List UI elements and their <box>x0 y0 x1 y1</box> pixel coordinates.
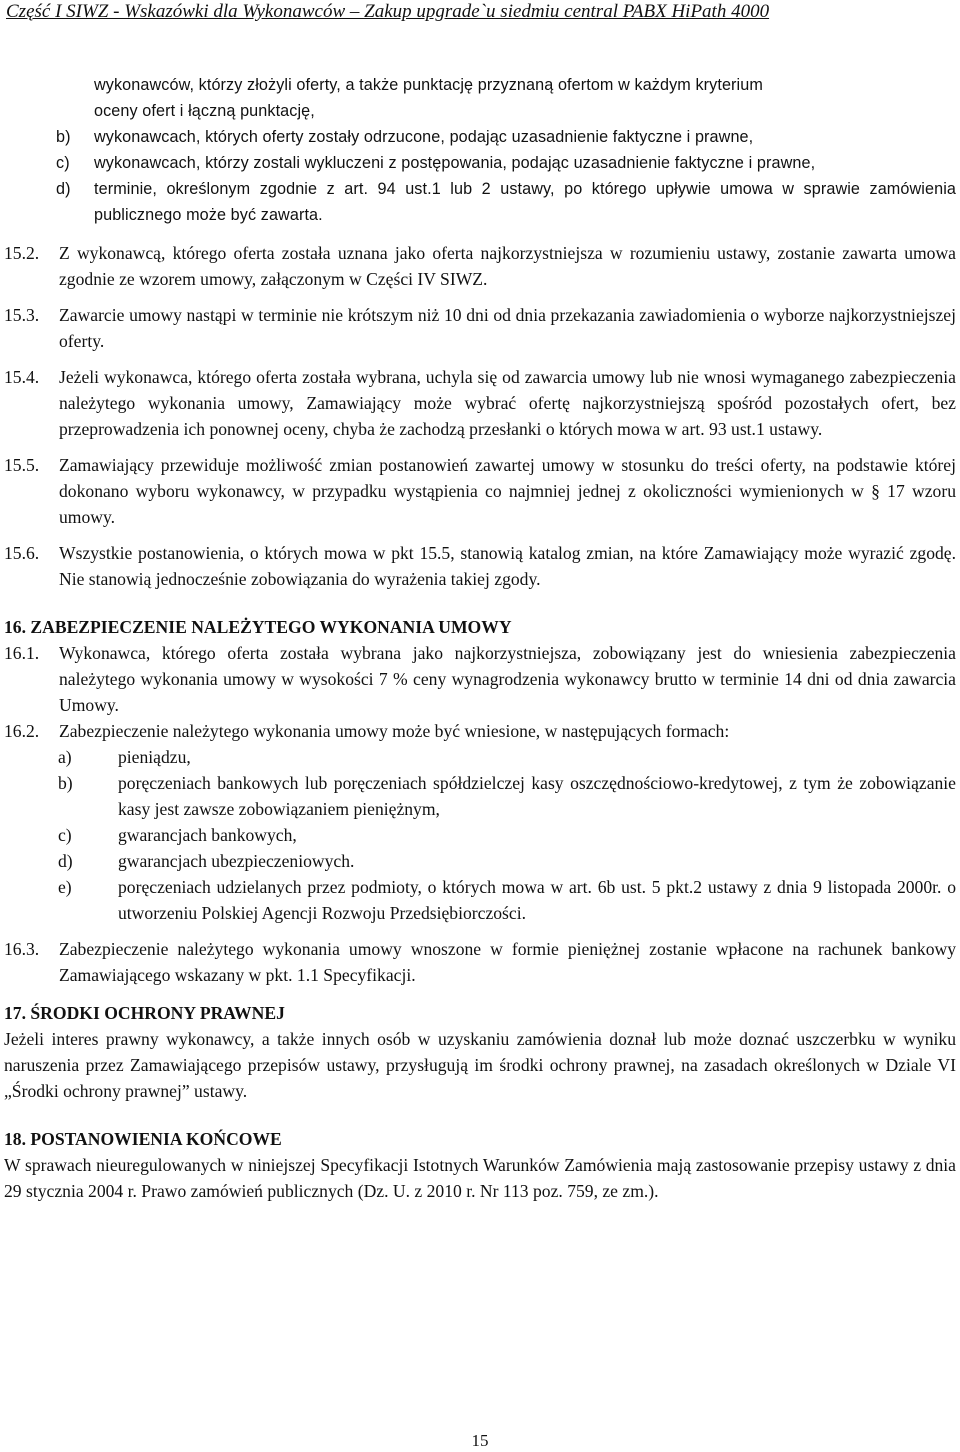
paragraph-number: 16.3. <box>4 939 40 959</box>
form-item-d <box>4 848 956 874</box>
list-text: wykonawcach, którzy zostali wykluczeni z postępowania, podając uzasadnienie faktyczne i prawne, <box>94 154 816 172</box>
section-16-heading: 16. ZABEZPIECZENIE NALEŻYTEGO WYKONANIA UMOWY <box>4 617 512 637</box>
paragraph-number: 15.6. <box>4 543 40 563</box>
section-17-text: Jeżeli interes prawny wykonawcy, a także innych osób w uzyskaniu zamówienia doznał lub może doznać uszczerbku w wyniku naruszenia przez Zamawiającego przepisów ustawy, przysługują im środki ochrony prawnej, na zasadach określonych w Dziale VI „Środki ochrony prawnej” ustawy. <box>4 1029 956 1101</box>
list-text: gwarancjach ubezpieczeniowych. <box>118 851 355 871</box>
paragraph-number: 15.3. <box>4 305 40 325</box>
paragraph-15-5 <box>4 452 956 530</box>
section-15-1-continuation <box>4 72 956 228</box>
list-label: b) <box>58 773 73 793</box>
form-item-e <box>4 874 956 926</box>
paragraph-15-6 <box>4 540 956 592</box>
paragraph-15-3 <box>4 302 956 354</box>
section-18-heading: 18. POSTANOWIENIA KOŃCOWE <box>4 1129 282 1149</box>
list-label: d) <box>56 180 71 198</box>
list-label: d) <box>58 851 73 871</box>
list-item-d <box>4 176 956 228</box>
list-text: poręczeniach udzielanych przez podmioty, o których mowa w art. 6b ust. 5 pkt.2 ustawy z dnia 9 listopada 2000r. o utworzeniu Polskiej Agencji Rozwoju Przedsiębiorczości. <box>118 877 956 923</box>
document-body <box>4 72 956 1204</box>
paragraph-text: Zabezpieczenie należytego wykonania umowy może być wniesione, w następujących formach: <box>59 721 730 741</box>
paragraph-number: 15.4. <box>4 367 40 387</box>
paragraph-text: Wszystkie postanowienia, o których mowa w pkt 15.5, stanowią katalog zmian, na które Zamawiający może wyrazić zgodę. Nie stanowią jednocześnie zobowiązania do wyrażenia takiej zgody. <box>59 543 956 589</box>
paragraph-line: wykonawców, którzy złożyli oferty, a także punktację przyznaną ofertom w każdym kryterium <box>94 76 763 94</box>
list-label: c) <box>56 154 70 172</box>
paragraph-text: Z wykonawcą, którego oferta została uznana jako oferta najkorzystniejsza w rozumieniu ustawy, zostanie zawarta umowa zgodnie ze wzorem umowy, załączonym w Części IV SIWZ. <box>59 243 956 289</box>
list-item-b <box>4 124 956 150</box>
paragraph-text: Zabezpieczenie należytego wykonania umowy wnoszone w formie pieniężnej zostanie wpłacone na rachunek bankowy Zamawiającego wskazany w pkt. 1.1 Specyfikacji. <box>59 939 956 985</box>
paragraph-number: 15.2. <box>4 243 40 263</box>
paragraph-16-3 <box>4 936 956 988</box>
paragraph-text: Wykonawca, którego oferta została wybrana jako najkorzystniejsza, zobowiązany jest do wniesienia zabezpieczenia należytego wykonania umowy w wysokości 7 % ceny wynagrodzenia wykonawcy brutto w terminie 14 dni od dnia zawarcia Umowy. <box>59 643 956 715</box>
paragraph-number: 16.1. <box>4 643 40 663</box>
paragraph-line: oceny ofert i łączną punktację, <box>94 102 315 120</box>
paragraph-text: Jeżeli wykonawca, którego oferta została wybrana, uchyla się od zawarcia umowy lub nie wnosi wymaganego zabezpieczenia należytego wykonania umowy, Zamawiający może wybrać ofertę najkorzystniejszą spośród pozostałych ofert, bez przeprowadzenia ich ponownej oceny, chyba że zachodzą przesłanki o których mowa w art. 93 ust.1 ustawy. <box>59 367 956 439</box>
form-item-b <box>4 770 956 822</box>
list-text: wykonawcach, których oferty zostały odrzucone, podając uzasadnienie faktyczne i prawne, <box>94 128 754 146</box>
paragraph-number: 16.2. <box>4 721 40 741</box>
list-label: b) <box>56 128 71 146</box>
list-label: e) <box>58 877 72 897</box>
form-item-a <box>4 744 956 770</box>
paragraph-16-1 <box>4 640 956 718</box>
document-header: Część I SIWZ - Wskazówki dla Wykonawców – Zakup upgrade`u siedmiu central PABX HiPath 4000 <box>6 1 770 22</box>
list-item-c <box>4 150 956 176</box>
paragraph-text: Zawarcie umowy nastąpi w terminie nie krótszym niż 10 dni od dnia przekazania zawiadomienia o wyborze najkorzystniejszej oferty. <box>59 305 956 351</box>
list-label: c) <box>58 825 72 845</box>
paragraph-number: 15.5. <box>4 455 40 475</box>
paragraph-text: Zamawiający przewiduje możliwość zmian postanowień zawartej umowy w stosunku do treści oferty, na podstawie której dokonano wyboru wykonawcy, w przypadku wystąpienia co najmniej jednej z okoliczności wymienionych w § 17 wzoru umowy. <box>59 455 956 527</box>
list-text: terminie, określonym zgodnie z art. 94 ust.1 lub 2 ustawy, po którego upływie umowa w sprawie zamówienia publicznego może być zawarta. <box>94 180 956 224</box>
paragraph-15-2 <box>4 240 956 292</box>
list-text: gwarancjach bankowych, <box>118 825 297 845</box>
section-18-text: W sprawach nieuregulowanych w niniejszej Specyfikacji Istotnych Warunków Zamówienia mają zastosowanie przepisy ustawy z dnia 29 stycznia 2004 r. Prawo zamówień publicznych (Dz. U. z 2010 r. Nr 113 poz. 759, ze zm.). <box>4 1155 956 1201</box>
paragraph-16-2 <box>4 718 956 744</box>
list-text: poręczeniach bankowych lub poręczeniach spółdzielczej kasy oszczędnościowo-kredytowej, z tym że zobowiązanie kasy jest zawsze zobowiązaniem pieniężnym, <box>118 773 956 819</box>
section-17-heading: 17. ŚRODKI OCHRONY PRAWNEJ <box>4 1003 285 1023</box>
list-text: pieniądzu, <box>118 747 191 767</box>
list-label: a) <box>58 747 72 767</box>
page-number: 15 <box>471 1431 489 1450</box>
paragraph-15-4 <box>4 364 956 442</box>
form-item-c <box>4 822 956 848</box>
